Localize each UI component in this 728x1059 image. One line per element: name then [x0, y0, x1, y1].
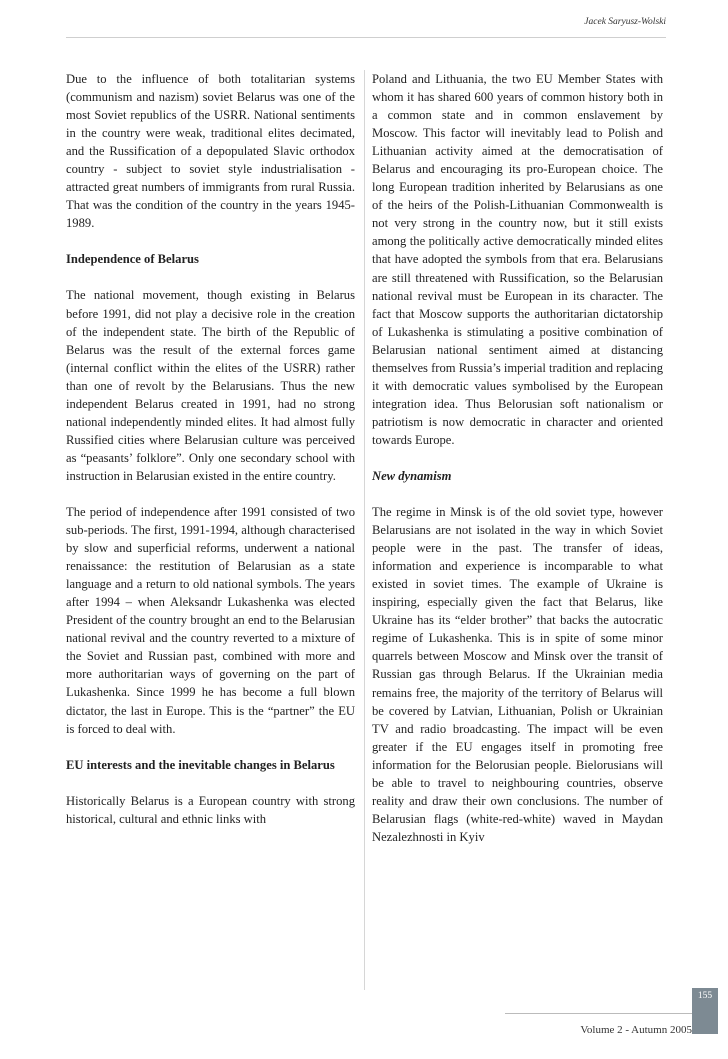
section-heading-independence: Independence of Belarus [66, 252, 199, 267]
right-column [372, 70, 663, 864]
paragraph: Due to the influence of both totalitarian systems (communism and nazism) soviet Belarus was one of the most Soviet republics of the USRR. National sentiments in the country were weak, traditional elites decimated, and the Russification of a depopulated Slavic orthodox country - subject to soviet style industrialisation - attracted great numbers of immigrants from rural Russia. That was the condition of the country in the years 1945-1989. [66, 72, 355, 231]
column-divider [364, 70, 365, 990]
paragraph: The period of independence after 1991 consisted of two sub-periods. The first, 1991-1994, although characterised by slow and superficial reforms, underwent a national renaissance: the restitution of Belarusian as a state language and a return to old national symbols. The years after 1994 – when Aleksandr Lukashenka was elected President of the country brought an end to the Belarusian national revival and the country reverted to a mixture of the Soviet and Russian past, combined with more and more authoritarian ways of governing on the part of Lukashenka. Since 1999 he has become a full blown dictator, the last in Europe. This is the “partner” the EU is forced to deal with. [66, 504, 355, 736]
paragraph: The regime in Minsk is of the old soviet type, however Belarusians are not isolated in the way in which Soviet people were in the past. The transfer of ideas, information and experience is incomparable to what existed in soviet times. The example of Ukraine is inspiring, especially given the fact that Belarus, like Ukraine has its “elder brother” that backs the autocratic regime of Lukashenka. This is in spite of some minor quarrels between Moscow and Minsk over the transit of Russian gas through Belarus. If the Ukrainian media remains free, the majority of the territory of Belarus will be covered by Latvian, Lithuanian, Polish or Ukrainian TV and radio broadcasting. The impact will be even greater if the EU engages itself in promoting free information for the Belorusian people. Bielorusians will be able to travel to neighbouring countries, observe reality and draw their own conclusions. The number of Belarusian flags (white-red-white) waved in Maydan Nezalezhnosti in Kyiv [372, 505, 663, 844]
header-rule [66, 37, 666, 38]
running-head-author: Jacek Saryusz-Wolski [584, 17, 666, 27]
left-column [66, 70, 355, 846]
page-number-tab [692, 988, 718, 1034]
section-heading-eu-interests: EU interests and the inevitable changes in Belarus [66, 757, 335, 772]
paragraph: Poland and Lithuania, the two EU Member States with whom it has shared 600 years of common history both in a common state and in common enslavement by Moscow. This factor will inevitably lead to Polish and Lithuanian activity aimed at the democratisation of Belarus and encouraging its pro-European choice. The long European tradition inherited by Belarusians as one of the heirs of the Polish-Lithuanian Commonwealth is not very strong in the country now, but it still exists among the politically active democratically minded elites that have adopted the symbols from that era. Belarusians are still threatened with Russification, so the Belarusian national revival must be European in its character. The fact that Moscow supports the authoritarian dictatorship of Lukashenka is stimulating a positive combination of Belarusian national sentiment aimed at distancing themselves from Russia’s imperial tradition and replacing it with democratic values symbolised by the European integration idea. Thus Belorusian soft nationalism or patriotism is now democratic in character and oriented towards Europe. [372, 72, 663, 447]
paragraph: The national movement, though existing in Belarus before 1991, did not play a decisive role in the creation of the independent state. The birth of the Republic of Belarus was the result of the external forces game (internal conflict within the elites of the USRR) rather than one of revolt by the Belarusians. Thus the new independent Belarus created in 1991, had no strong national independently minded elites. It had almost fully Russified cities where Belarusian culture was perceived as “peasants’ folklore”. Only one secondary school with instruction in Belarusian existed in the entire country. [66, 288, 355, 483]
paragraph: Historically Belarus is a European country with strong historical, cultural and ethnic links with [66, 793, 355, 826]
footer-rule [505, 1013, 692, 1014]
issue-label: Volume 2 - Autumn 2005 [580, 1024, 692, 1036]
page-number: 155 [697, 991, 713, 1001]
section-heading-new-dynamism: New dynamism [372, 468, 452, 483]
